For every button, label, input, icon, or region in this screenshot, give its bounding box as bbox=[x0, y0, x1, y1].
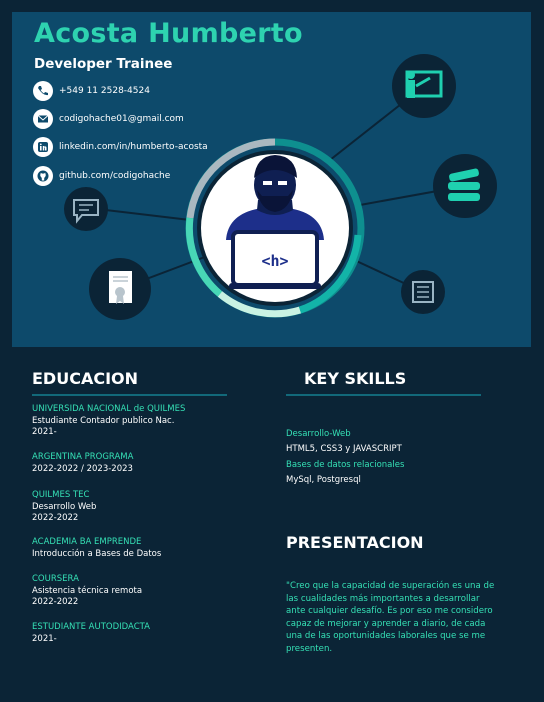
skills-divider bbox=[286, 394, 481, 396]
laptop-logo: <h> bbox=[261, 252, 289, 270]
checklist-icon bbox=[401, 270, 445, 314]
skills-heading: KEY SKILLS bbox=[304, 369, 407, 388]
skill-category: Desarrollo-Web bbox=[286, 429, 351, 439]
skill-value: MySql, Postgresql bbox=[286, 475, 361, 485]
contact-linkedin[interactable] bbox=[33, 136, 208, 158]
education-institution: QUILMES TEC bbox=[32, 490, 90, 500]
education-item bbox=[32, 622, 150, 645]
education-detail: 2022-2022 bbox=[32, 513, 79, 523]
presentation-text: "Creo que la capacidad de superación es una de las cualidades más importantes a desarrollar ante cualquier desafío. Es por eso me considero capaz de mejorar y aprender a diario, de cada una de las oportunidades laborales que se me presenten. bbox=[286, 581, 495, 654]
education-detail: Introducción a Bases de Datos bbox=[32, 548, 162, 559]
skill-value: HTML5, CSS3 y JAVASCRIPT bbox=[286, 444, 402, 454]
presentation-board-icon bbox=[392, 54, 456, 118]
linkedin-icon bbox=[33, 137, 53, 157]
education-detail: Asistencia técnica remota bbox=[32, 585, 143, 596]
education-divider bbox=[32, 394, 227, 396]
laptop-base bbox=[229, 283, 321, 289]
skill-category: Bases de datos relacionales bbox=[286, 460, 405, 470]
education-detail: 2021- bbox=[32, 427, 57, 437]
skill-group bbox=[286, 429, 402, 454]
avatar-eye bbox=[263, 181, 272, 185]
presentation-heading: PRESENTACION bbox=[286, 533, 424, 552]
education-detail: Desarrollo Web bbox=[32, 501, 97, 512]
education-item bbox=[32, 574, 142, 609]
education-item bbox=[32, 537, 161, 560]
education-institution: ESTUDIANTE AUTODIDACTA bbox=[32, 622, 150, 632]
books-icon bbox=[433, 154, 497, 218]
profile-title: Developer Trainee bbox=[34, 56, 173, 72]
education-detail: Estudiante Contador publico Nac. bbox=[32, 415, 175, 426]
education-detail: 2022-2022 bbox=[32, 597, 79, 607]
education-detail: 2021- bbox=[32, 633, 57, 644]
github-icon bbox=[33, 166, 53, 186]
contact-github[interactable] bbox=[33, 165, 170, 187]
email-icon bbox=[33, 109, 53, 129]
certificate-icon bbox=[89, 258, 151, 320]
education-detail: 2022-2022 / 2023-2023 bbox=[32, 463, 133, 474]
contact-email[interactable] bbox=[33, 108, 184, 130]
contact-text: linkedin.com/in/humberto-acosta bbox=[59, 142, 208, 152]
phone-icon bbox=[33, 81, 53, 101]
contact-phone[interactable] bbox=[33, 80, 150, 102]
education-item bbox=[32, 452, 133, 475]
education-institution: ACADEMIA BA EMPRENDE bbox=[32, 537, 142, 547]
contact-text: codigohache01@gmail.com bbox=[59, 114, 184, 124]
contact-text: github.com/codigohache bbox=[59, 171, 171, 181]
contact-text: +549 11 2528-4524 bbox=[59, 86, 150, 96]
skill-group bbox=[286, 460, 404, 485]
education-institution: ARGENTINA PROGRAMA bbox=[32, 452, 134, 462]
connector-line bbox=[97, 209, 190, 220]
education-institution: COURSERA bbox=[32, 574, 79, 584]
avatar-eye bbox=[278, 181, 287, 185]
education-heading: EDUCACION bbox=[32, 369, 139, 388]
chat-icon bbox=[64, 187, 108, 231]
education-item bbox=[32, 404, 185, 439]
education-institution: UNIVERSIDA NACIONAL de QUILMES bbox=[32, 404, 186, 414]
profile-name: Acosta Humberto bbox=[34, 18, 303, 49]
education-item bbox=[32, 490, 96, 525]
